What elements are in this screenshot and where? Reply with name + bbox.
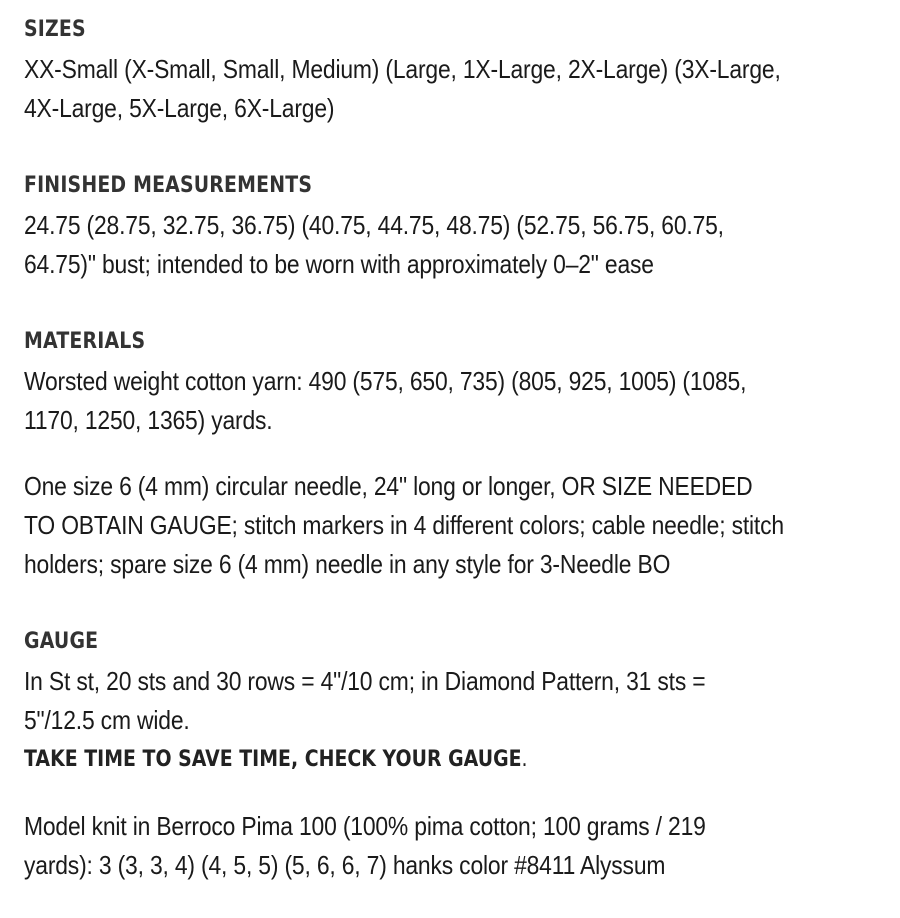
pattern-info [24,10,886,885]
finished-measurements-text [24,206,886,284]
gauge-section [24,622,886,780]
measurements-line: 24.75 (28.75, 32.75, 36.75) (40.75, 44.75, 48.75) (52.75, 56.75, 60.75, [24,210,724,240]
sizes-line: XX-Small (X-Small, Small, Medium) (Large, 1X-Large, 2X-Large) (3X-Large, [24,54,781,84]
sizes-section [24,10,886,128]
sizes-line: 4X-Large, 5X-Large, 6X-Large) [24,93,335,123]
materials-yarn-text [24,362,886,440]
notions-line: TO OBTAIN GAUGE; stitch markers in 4 different colors; cable needle; stitch [24,510,784,540]
finished-measurements-section [24,166,886,284]
measurements-line: 64.75)" bust; intended to be worn with approximately 0–2" ease [24,249,654,279]
gauge-warning-text: TAKE TIME TO SAVE TIME, CHECK YOUR GAUGE [24,747,522,772]
gauge-line: 5"/12.5 cm wide. [24,705,190,735]
model-text [24,807,886,885]
yarn-line: Worsted weight cotton yarn: 490 (575, 650, 735) (805, 925, 1005) (1085, [24,366,747,396]
gauge-text [24,662,886,740]
yarn-line: 1170, 1250, 1365) yards. [24,405,273,435]
materials-heading: MATERIALS [24,329,146,354]
model-line: yards): 3 (3, 3, 4) (4, 5, 5) (5, 6, 6, 7) hanks color #8411 Alyssum [24,850,666,880]
gauge-warning-period: . [521,747,528,772]
gauge-line: In St st, 20 sts and 30 rows = 4"/10 cm; in Diamond Pattern, 31 sts = [24,666,706,696]
finished-measurements-heading: FINISHED MEASUREMENTS [24,173,313,198]
materials-notions-text [24,467,886,584]
model-line: Model knit in Berroco Pima 100 (100% pima cotton; 100 grams / 219 [24,811,706,841]
sizes-heading: SIZES [24,17,86,42]
gauge-heading: GAUGE [24,629,99,654]
notions-line: One size 6 (4 mm) circular needle, 24" long or longer, OR SIZE NEEDED [24,471,753,501]
notions-line: holders; spare size 6 (4 mm) needle in any style for 3-Needle BO [24,549,671,579]
model-section [24,807,886,885]
sizes-text [24,50,886,128]
gauge-warning [24,740,765,780]
materials-section [24,322,886,584]
